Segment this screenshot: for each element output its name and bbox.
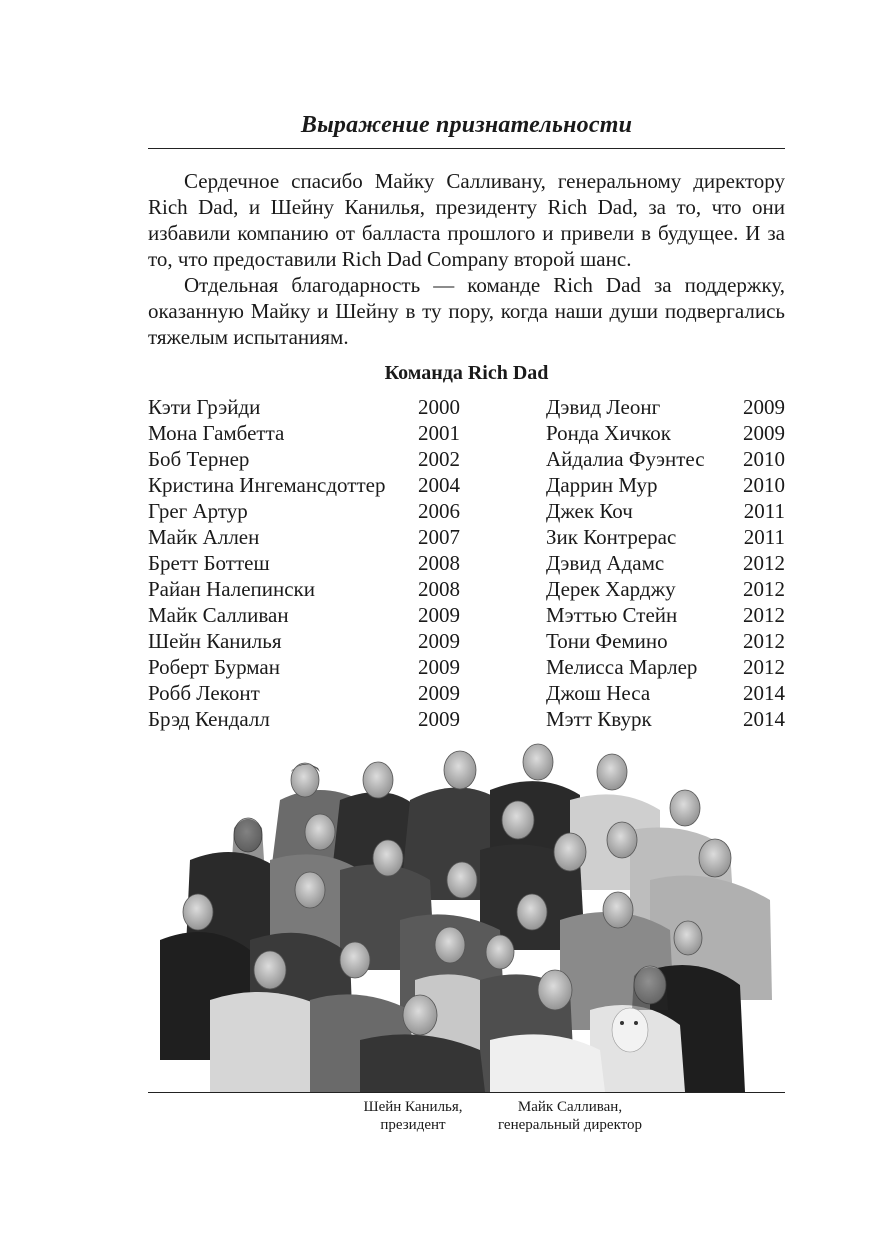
- team-member-row: [148, 550, 460, 576]
- member-name: Зик Контрерас: [546, 525, 677, 549]
- member-name: Джош Неса: [546, 681, 651, 705]
- member-name: Райан Налепински: [148, 577, 315, 601]
- team-member-row: [546, 420, 785, 446]
- caption-mike-role: генеральный директор: [497, 1117, 643, 1133]
- member-year: 2009: [418, 707, 460, 731]
- member-year: 2011: [743, 499, 785, 523]
- member-name: Боб Тернер: [148, 447, 250, 471]
- member-year: 2009: [743, 421, 785, 445]
- caption-mike: [480, 1098, 660, 1134]
- member-name: Тони Фемино: [546, 629, 668, 653]
- member-name: Ронда Хичкок: [546, 421, 671, 445]
- team-group-photo: [160, 740, 780, 1092]
- member-year: 2012: [743, 551, 785, 575]
- member-name: Кэти Грэйди: [148, 395, 261, 419]
- paragraph-2: Отдельная благодарность — команде Rich Dad за поддержку, оказанную Майку и Шейну в ту пору, когда наши души подвергались тяжелым испытаниям.: [148, 273, 785, 349]
- member-year: 2001: [418, 421, 460, 445]
- team-member-row: [148, 394, 460, 420]
- member-year: 2012: [743, 577, 785, 601]
- team-member-row: [546, 654, 785, 680]
- member-name: Мелисса Марлер: [546, 655, 698, 679]
- team-member-row: [546, 550, 785, 576]
- member-year: 2012: [743, 603, 785, 627]
- member-year: 2004: [418, 473, 460, 497]
- member-name: Дэвид Адамс: [546, 551, 665, 575]
- team-title: Команда Rich Dad: [384, 362, 549, 384]
- member-year: 2008: [418, 551, 460, 575]
- team-member-row: [148, 472, 460, 498]
- member-year: 2014: [743, 707, 785, 731]
- member-year: 2009: [743, 395, 785, 419]
- team-member-row: [546, 706, 785, 732]
- team-member-row: [148, 498, 460, 524]
- member-name: Грег Артур: [148, 499, 248, 523]
- member-name: Мэтт Квурк: [546, 707, 652, 731]
- team-member-row: [546, 446, 785, 472]
- page-heading: Выражение признательности: [300, 112, 633, 138]
- caption-shane-name: Шейн Канилья,: [363, 1099, 463, 1115]
- team-list-left: [148, 394, 460, 732]
- acknowledgement-text: [148, 168, 785, 350]
- member-name: Майк Аллен: [148, 525, 260, 549]
- team-member-row: [148, 680, 460, 706]
- member-name: Даррин Мур: [546, 473, 658, 497]
- team-member-row: [148, 446, 460, 472]
- member-name: Роберт Бурман: [148, 655, 280, 679]
- team-member-row: [546, 602, 785, 628]
- paragraph-1: Сердечное спасибо Майку Салливану, генеральному директору Rich Dad, и Шейну Канилья, президенту Rich Dad, за то, что они избавили компанию от балласта прошлого и привели в будущее. И за то, что предоставили Rich Dad Company второй шанс.: [148, 169, 785, 271]
- member-year: 2006: [418, 499, 460, 523]
- member-name: Джек Коч: [546, 499, 633, 523]
- member-year: 2012: [743, 629, 785, 653]
- member-year: 2014: [743, 681, 785, 705]
- member-year: 2010: [743, 473, 785, 497]
- member-name: Робб Леконт: [148, 681, 260, 705]
- member-year: 2009: [418, 603, 460, 627]
- member-name: Дэвид Леонг: [546, 395, 661, 419]
- member-name: Брэд Кендалл: [148, 707, 270, 731]
- member-year: 2009: [418, 681, 460, 705]
- member-name: Кристина Ингемансдоттер: [148, 473, 386, 497]
- team-member-row: [148, 524, 460, 550]
- team-member-row: [546, 576, 785, 602]
- member-year: 2011: [743, 525, 785, 549]
- member-year: 2007: [418, 525, 460, 549]
- team-member-row: [148, 602, 460, 628]
- member-name: Мона Гамбетта: [148, 421, 285, 445]
- member-name: Майк Салливан: [148, 603, 289, 627]
- team-list-right: [546, 394, 785, 732]
- team-member-row: [148, 576, 460, 602]
- member-year: 2012: [743, 655, 785, 679]
- photo-divider: [148, 1092, 785, 1093]
- team-member-row: [148, 628, 460, 654]
- member-year: 2000: [418, 395, 460, 419]
- team-member-row: [546, 628, 785, 654]
- member-name: Айдалиа Фуэнтес: [546, 447, 705, 471]
- caption-shane: [342, 1098, 484, 1134]
- member-name: Бретт Боттеш: [148, 551, 270, 575]
- team-member-row: [546, 498, 785, 524]
- member-year: 2009: [418, 629, 460, 653]
- member-name: Дерек Харджу: [546, 577, 676, 601]
- member-year: 2010: [743, 447, 785, 471]
- team-member-row: [148, 420, 460, 446]
- member-name: Мэттью Стейн: [546, 603, 678, 627]
- team-member-row: [546, 680, 785, 706]
- member-name: Шейн Канилья: [148, 629, 282, 653]
- heading-divider: [148, 148, 785, 149]
- team-member-row: [546, 394, 785, 420]
- team-member-row: [546, 472, 785, 498]
- member-year: 2009: [418, 655, 460, 679]
- caption-shane-role: президент: [380, 1117, 446, 1133]
- member-year: 2002: [418, 447, 460, 471]
- member-year: 2008: [418, 577, 460, 601]
- team-member-row: [148, 654, 460, 680]
- team-member-row: [546, 524, 785, 550]
- team-member-row: [148, 706, 460, 732]
- caption-mike-name: Майк Салливан,: [517, 1099, 623, 1115]
